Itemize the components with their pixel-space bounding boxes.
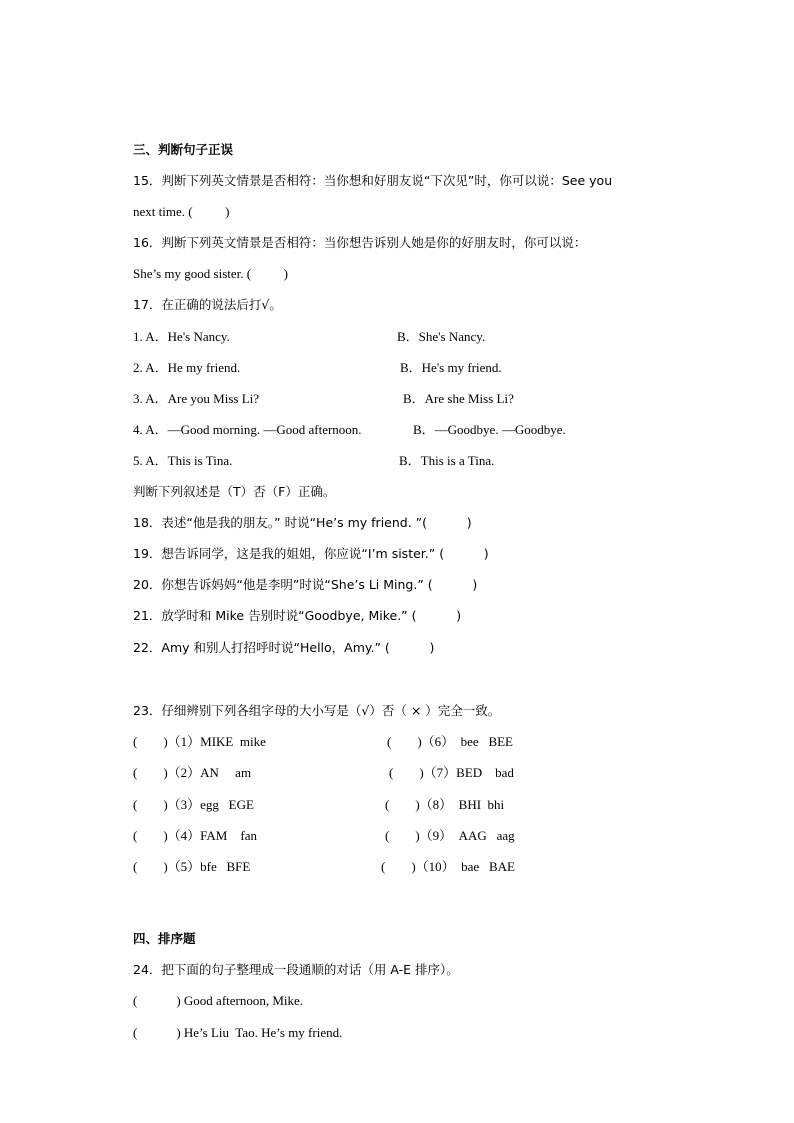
true-false-instructions: 判断下列叙述是（T）否（F）正确。 bbox=[133, 484, 336, 499]
q23-right-row-6: ( )（6） bee BEE bbox=[387, 734, 514, 749]
q24-line-1: ( ) Good afternoon, Mike. bbox=[133, 993, 304, 1008]
q23-left-row-1: ( )（1）MIKE mike bbox=[133, 734, 266, 749]
q17-item-2-option-b: B．He's my friend. bbox=[400, 360, 502, 375]
q23-right-row-8: ( )（8） BHI bhi bbox=[385, 797, 505, 812]
question-16-line2: She’s my good sister. ( ) bbox=[133, 266, 288, 281]
q17-item-4-option-b: B．—Goodbye. —Goodbye. bbox=[413, 422, 566, 437]
question-17-title: 17．在正确的说法后打√。 bbox=[133, 297, 282, 312]
q17-item-4-option-a: 4. A．—Good morning. —Good afternoon. bbox=[133, 422, 362, 437]
q23-left-row-4: ( )（4）FAM fan bbox=[133, 828, 257, 843]
question-23-title: 23．仔细辨别下列各组字母的大小写是（√）否（ × ）完全一致。 bbox=[133, 703, 501, 718]
q17-item-1-option-a: 1. A．He's Nancy. bbox=[133, 329, 230, 344]
q23-left-row-3: ( )（3）egg EGE bbox=[133, 797, 254, 812]
question-15-line1: 15．判断下列英文情景是否相符：当你想和好朋友说“下次见”时，你可以说：See you bbox=[133, 173, 613, 188]
question-19: 19．想告诉同学，这是我的姐姐，你应说“I’m sister.” ( ) bbox=[133, 546, 489, 561]
question-21: 21．放学时和 Mike 告别时说“Goodbye, Mike.” ( ) bbox=[133, 608, 462, 623]
question-16-line1: 16．判断下列英文情景是否相符：当你想告诉别人她是你的好朋友时，你可以说： bbox=[133, 235, 587, 250]
q23-left-row-5: ( )（5）bfe BFE bbox=[133, 859, 251, 874]
q23-right-row-10: ( )（10） bae BAE bbox=[381, 859, 515, 874]
question-22: 22．Amy 和别人打招呼时说“Hello，Amy.” ( ) bbox=[133, 640, 435, 655]
q17-item-3-option-a: 3. A．Are you Miss Li? bbox=[133, 391, 260, 406]
q17-item-5-option-a: 5. A．This is Tina. bbox=[133, 453, 233, 468]
q17-item-5-option-b: B．This is a Tina. bbox=[399, 453, 495, 468]
q17-item-1-option-b: B．She's Nancy. bbox=[397, 329, 486, 344]
q17-item-2-option-a: 2. A．He my friend. bbox=[133, 360, 241, 375]
question-24-title: 24．把下面的句子整理成一段通顺的对话（用 A-E 排序）。 bbox=[133, 962, 459, 977]
q24-line-2: ( ) He’s Liu Tao. He’s my friend. bbox=[133, 1025, 343, 1040]
question-15-line2: next time. ( ) bbox=[133, 204, 230, 219]
q23-right-row-7: ( )（7）BED bad bbox=[389, 765, 514, 780]
q23-right-row-9: ( )（9） AAG aag bbox=[385, 828, 515, 843]
section-4-title: 四、排序题 bbox=[133, 931, 196, 946]
q17-item-3-option-b: B．Are she Miss Li? bbox=[403, 391, 514, 406]
question-20: 20．你想告诉妈妈“他是李明”时说“She’s Li Ming.” ( ) bbox=[133, 577, 478, 592]
question-18: 18．表述“他是我的朋友。” 时说“He’s my friend. ”( ) bbox=[133, 515, 472, 530]
q23-left-row-2: ( )（2）AN am bbox=[133, 765, 252, 780]
section-3-title: 三、判断句子正误 bbox=[133, 142, 234, 157]
